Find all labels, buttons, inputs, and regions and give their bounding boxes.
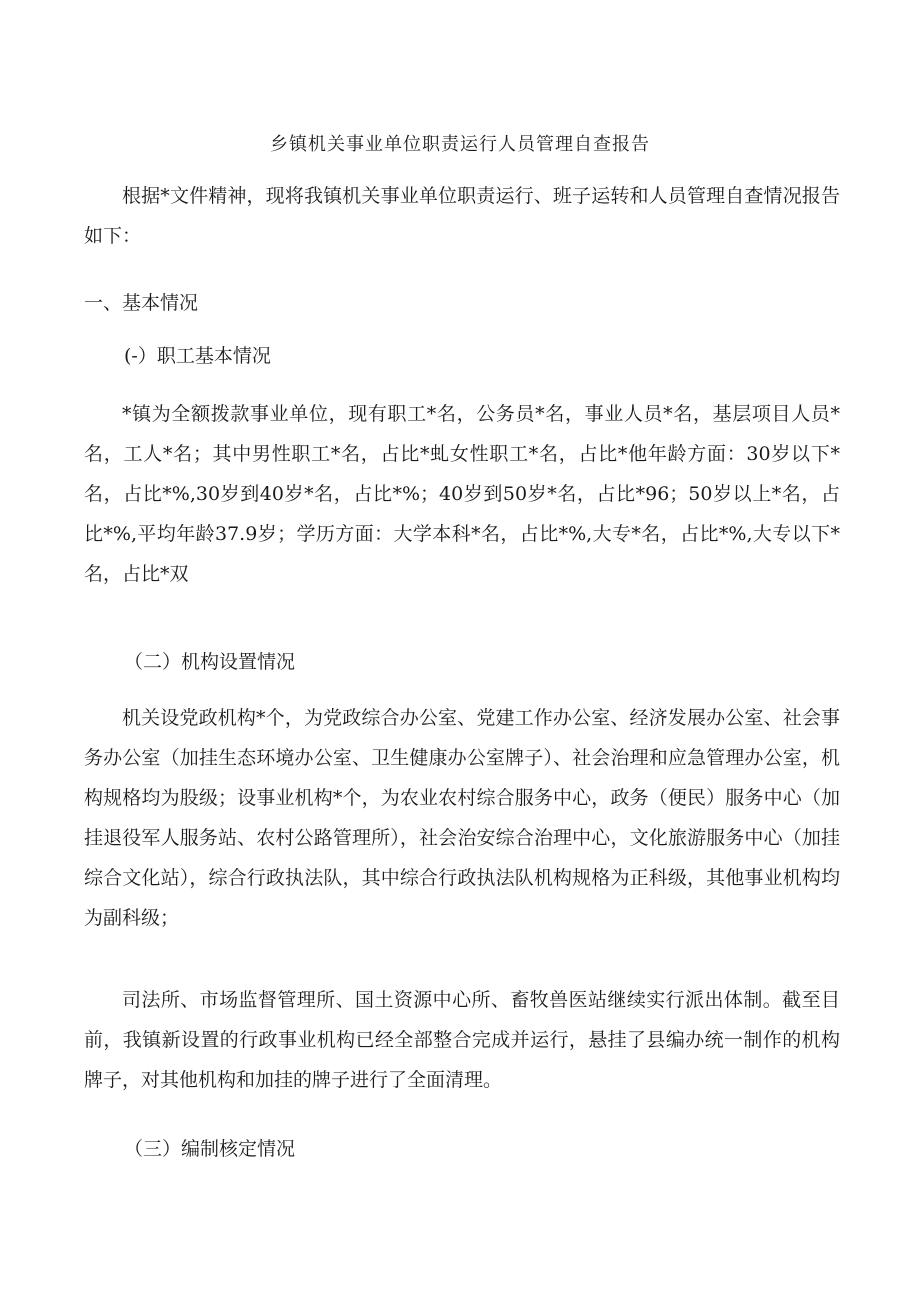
subheading-staffing-quota: （三）编制核定情况	[124, 1138, 296, 1160]
section-heading-basic-info: 一、基本情况	[84, 292, 199, 314]
document-title: 乡镇机关事业单位职责运行人员管理自查报告	[270, 134, 650, 155]
subheading-organization-setup: （二）机构设置情况	[124, 651, 296, 673]
organization-paragraph: 机关设党政机构*个，为党政综合办公室、党建工作办公室、经济发展办公室、社会事务办公室（加挂生态环境办公室、卫生健康办公室牌子）、社会治理和应急管理办公室，机构规格均为股级；设事业机构*个，为农业农村综合服务中心，政务（便民）服务中心（加挂退役军人服务站、农村公路管理所），社会治安综合治理中心，文化旅游服务中心（加挂综合文化站），综合行政执法队，其中综合行政执法队机构规格为正科级，其他事业机构均为副科级；	[84, 707, 840, 929]
subheading-staff-info: (-）职工基本情况	[124, 345, 271, 367]
dispatch-system-paragraph: 司法所、市场监督管理所、国土资源中心所、畜牧兽医站继续实行派出体制。截至目前，我镇新设置的行政事业机构已经全部整合完成并运行，悬挂了县编办统一制作的机构牌子，对其他机构和加挂的牌子进行了全面清理。	[84, 989, 840, 1091]
intro-paragraph: 根据*文件精神，现将我镇机关事业单位职责运行、班子运转和人员管理自查情况报告如下：	[84, 185, 840, 247]
staff-info-paragraph: *镇为全额拨款事业单位，现有职工*名，公务员*名，事业人员*名，基层项目人员*名，工人*名；其中男性职工*名，占比*虬女性职工*名，占比*他年龄方面：30岁以下*名，占比*%,30岁到40岁*名，占比*%；40岁到50岁*名，占比*96；50岁以上*名，占比*%,平均年龄37.9岁；学历方面：大学本科*名，占比*%,大专*名，占比*%,大专以下*名，占比*双	[84, 403, 840, 585]
